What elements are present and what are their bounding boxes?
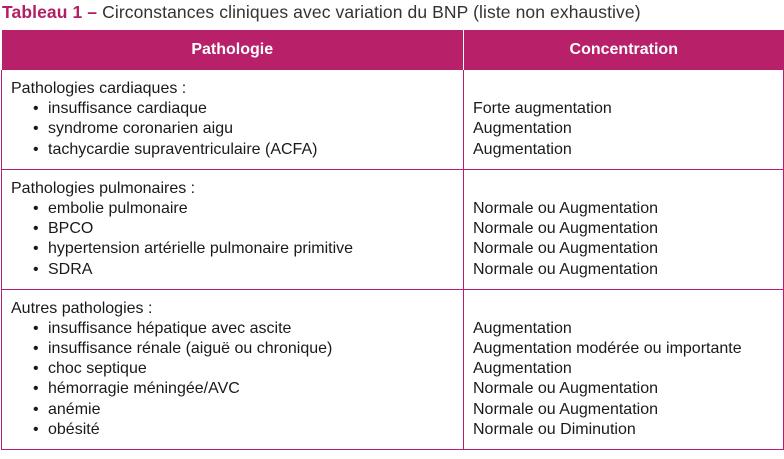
list-item: • insuffisance hépatique avec ascite [11,319,463,339]
pathologie-cell [2,289,464,449]
concentration-cell [464,70,784,169]
list-item: • insuffisance rénale (aiguë ou chronique) [11,339,463,359]
concentration-cell [464,289,784,449]
pathologie-list [11,99,463,160]
concentration-value: Normale ou Augmentation [473,400,658,418]
caption-label: Tableau 1 – [2,2,98,22]
concentration-cell [464,169,784,289]
concentration-value: Normale ou Diminution [473,420,636,438]
table-body [2,70,784,450]
concentration-value: Normale ou Augmentation [473,220,658,238]
list-item: • syndrome coronarien aigu [11,119,463,139]
table-row [2,289,784,449]
list-item: • tachycardie supraventriculaire (ACFA) [11,140,463,160]
list-item: • BPCO [11,219,463,239]
list-item: • hémorragie méningée/AVC [11,379,463,399]
pathologie-list [11,199,463,280]
group-heading: Pathologies cardiaques : [11,80,187,97]
concentration-value: Augmentation [473,319,572,337]
concentration-list [473,179,783,280]
concentration-value: Normale ou Augmentation [473,199,658,217]
concentration-value: Normale ou Augmentation [473,260,658,278]
group-heading: Autres pathologies : [11,299,153,317]
table-row [2,169,784,289]
concentration-value: Augmentation [473,120,572,138]
list-item: • obésité [11,420,463,440]
concentration-value: Augmentation [473,360,572,378]
concentration-value: Augmentation [473,140,572,158]
pathologie-cell [2,169,464,289]
list-item: • embolie pulmonaire [11,199,463,219]
table-row [2,70,784,169]
list-item: • insuffisance cardiaque [11,99,463,119]
concentration-value: Forte augmentation [473,100,612,118]
list-item: • SDRA [11,260,463,280]
header-concentration: Concentration [464,30,784,70]
bnp-table [1,30,784,450]
concentration-value: Augmentation modérée ou importante [473,340,742,358]
list-item: • choc septique [11,359,463,379]
list-item: • hypertension artérielle pulmonaire primitive [11,239,463,259]
table-caption [2,1,641,23]
header-pathologie: Pathologie [2,30,464,70]
list-item: • anémie [11,400,463,420]
concentration-list [473,299,783,440]
pathologie-cell [2,70,464,169]
concentration-value: Normale ou Augmentation [473,240,658,258]
header-row [2,30,784,70]
pathologie-list [11,319,463,440]
concentration-value: Normale ou Augmentation [473,380,658,398]
caption-title: Circonstances cliniques avec variation du BNP (liste non exhaustive) [97,2,641,22]
concentration-list [473,79,783,160]
group-heading: Pathologies pulmonaires : [11,179,196,197]
